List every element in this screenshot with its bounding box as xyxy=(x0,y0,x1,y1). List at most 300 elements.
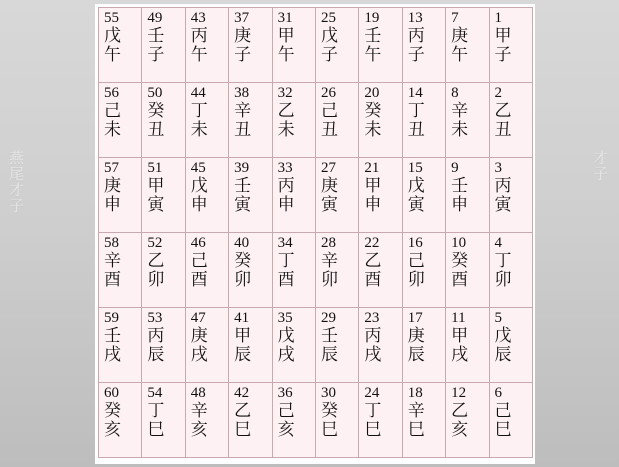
cell-earthly-branch: 巳 xyxy=(320,420,338,440)
cell-heavenly-stem: 丁 xyxy=(277,251,295,271)
sexagenary-cycle-table xyxy=(98,7,533,458)
cell-heavenly-stem: 壬 xyxy=(451,176,469,196)
cell-heavenly-stem: 乙 xyxy=(494,101,512,121)
cell-earthly-branch: 寅 xyxy=(320,195,338,215)
cell-earthly-branch: 辰 xyxy=(494,345,512,365)
cell-earthly-branch: 午 xyxy=(277,45,295,65)
cell-content xyxy=(104,10,137,80)
sexagenary-cell[interactable] xyxy=(402,233,445,308)
cell-number: 6 xyxy=(494,385,503,401)
cell-heavenly-stem: 庚 xyxy=(407,326,425,346)
cell-heavenly-stem: 丙 xyxy=(277,176,295,196)
cell-earthly-branch: 申 xyxy=(364,195,382,215)
cell-earthly-branch: 亥 xyxy=(104,420,121,440)
cell-heavenly-stem: 戊 xyxy=(320,26,338,46)
cell-content xyxy=(451,310,484,380)
cell-number: 24 xyxy=(364,385,380,401)
sexagenary-cell[interactable] xyxy=(185,308,228,383)
cell-earthly-branch: 辰 xyxy=(407,345,425,365)
cell-content xyxy=(408,10,441,80)
cell-heavenly-stem: 壬 xyxy=(147,26,165,46)
sexagenary-cell[interactable] xyxy=(489,233,532,308)
cell-earthly-branch: 酉 xyxy=(451,270,469,290)
sexagenary-cell[interactable] xyxy=(99,8,142,83)
cell-number: 14 xyxy=(407,85,423,101)
cell-earthly-branch: 巳 xyxy=(364,420,382,440)
cell-earthly-branch: 戌 xyxy=(277,345,295,365)
cell-heavenly-stem: 戊 xyxy=(407,176,425,196)
cell-heavenly-stem: 甲 xyxy=(451,326,469,346)
cell-earthly-branch: 午 xyxy=(190,45,208,65)
sexagenary-cell[interactable] xyxy=(272,8,315,83)
sexagenary-cell[interactable] xyxy=(402,8,445,83)
cell-heavenly-stem: 辛 xyxy=(407,401,425,421)
cell-earthly-branch: 戌 xyxy=(190,345,208,365)
cell-heavenly-stem: 己 xyxy=(407,251,425,271)
cell-earthly-branch: 亥 xyxy=(190,420,208,440)
watermark-left: 燕尾才子 xyxy=(7,150,25,214)
cell-earthly-branch: 卯 xyxy=(407,270,425,290)
sexagenary-cell[interactable] xyxy=(272,83,315,158)
sexagenary-cell[interactable] xyxy=(142,308,185,383)
cell-heavenly-stem: 丙 xyxy=(147,326,165,346)
sexagenary-cell[interactable] xyxy=(402,158,445,233)
cell-content xyxy=(364,10,397,80)
cell-content xyxy=(364,310,397,380)
cell-number: 55 xyxy=(104,10,119,26)
cell-earthly-branch: 未 xyxy=(190,120,208,140)
table-row xyxy=(99,308,533,383)
sexagenary-cell[interactable] xyxy=(315,8,358,83)
cell-earthly-branch: 未 xyxy=(277,120,295,140)
cell-content xyxy=(408,160,441,230)
sexagenary-cell[interactable] xyxy=(489,83,532,158)
cell-content xyxy=(451,160,484,230)
cell-content xyxy=(234,310,267,380)
cell-heavenly-stem: 丁 xyxy=(147,401,165,421)
cell-number: 32 xyxy=(277,85,293,101)
cell-earthly-branch: 午 xyxy=(364,45,382,65)
cell-earthly-branch: 辰 xyxy=(147,345,165,365)
cell-number: 4 xyxy=(494,235,503,251)
cell-content xyxy=(321,160,354,230)
sexagenary-cell[interactable] xyxy=(359,383,402,458)
cell-number: 7 xyxy=(451,10,459,26)
cell-content xyxy=(147,235,180,305)
sexagenary-cell[interactable] xyxy=(229,158,272,233)
cell-earthly-branch: 子 xyxy=(147,45,165,65)
cell-earthly-branch: 寅 xyxy=(407,195,425,215)
cell-content xyxy=(408,310,441,380)
sexagenary-cell[interactable] xyxy=(315,308,358,383)
cell-number: 3 xyxy=(494,160,503,176)
cell-content xyxy=(364,85,397,155)
cell-heavenly-stem: 乙 xyxy=(234,401,252,421)
sexagenary-cell[interactable] xyxy=(315,83,358,158)
sexagenary-cell[interactable] xyxy=(99,158,142,233)
cell-number: 44 xyxy=(190,85,206,101)
cell-earthly-branch: 丑 xyxy=(494,120,512,140)
cell-earthly-branch: 巳 xyxy=(234,420,252,440)
cell-earthly-branch: 未 xyxy=(451,120,469,140)
cell-content xyxy=(364,235,397,305)
sexagenary-cell[interactable] xyxy=(99,308,142,383)
cell-heavenly-stem: 癸 xyxy=(147,101,165,121)
cell-earthly-branch: 午 xyxy=(451,45,469,65)
cell-heavenly-stem: 辛 xyxy=(190,401,208,421)
sexagenary-cell[interactable] xyxy=(315,233,358,308)
cell-content xyxy=(321,235,354,305)
cell-content xyxy=(495,85,528,155)
cell-heavenly-stem: 己 xyxy=(277,401,295,421)
sexagenary-cell[interactable] xyxy=(446,8,489,83)
cell-earthly-branch: 戌 xyxy=(451,345,469,365)
sexagenary-cell[interactable] xyxy=(446,233,489,308)
cell-earthly-branch: 子 xyxy=(320,45,338,65)
cell-content xyxy=(234,85,267,155)
cell-content xyxy=(408,235,441,305)
cell-heavenly-stem: 庚 xyxy=(320,176,338,196)
sexagenary-cell[interactable] xyxy=(229,8,272,83)
cell-earthly-branch: 子 xyxy=(407,45,425,65)
cell-heavenly-stem: 甲 xyxy=(277,26,295,46)
cell-content xyxy=(104,85,137,155)
cell-earthly-branch: 酉 xyxy=(277,270,295,290)
cell-heavenly-stem: 甲 xyxy=(147,176,165,196)
table-row xyxy=(99,8,533,83)
cell-heavenly-stem: 庚 xyxy=(234,26,252,46)
cell-number: 27 xyxy=(320,160,336,176)
cell-earthly-branch: 戌 xyxy=(104,345,121,365)
cell-content xyxy=(104,310,137,380)
cell-earthly-branch: 亥 xyxy=(451,420,469,440)
cell-heavenly-stem: 丙 xyxy=(190,26,208,46)
cell-content xyxy=(234,385,267,455)
cell-number: 54 xyxy=(147,385,163,401)
cell-earthly-branch: 卯 xyxy=(234,270,252,290)
cell-heavenly-stem: 癸 xyxy=(320,401,338,421)
sexagenary-cell[interactable] xyxy=(489,308,532,383)
sexagenary-cell[interactable] xyxy=(402,383,445,458)
sexagenary-cell[interactable] xyxy=(99,83,142,158)
cell-heavenly-stem: 乙 xyxy=(147,251,165,271)
cell-earthly-branch: 丑 xyxy=(234,120,252,140)
sexagenary-cell[interactable] xyxy=(142,233,185,308)
sexagenary-cell[interactable] xyxy=(142,83,185,158)
sexagenary-cell[interactable] xyxy=(229,233,272,308)
cell-number: 10 xyxy=(451,235,467,251)
cell-heavenly-stem: 壬 xyxy=(104,326,121,346)
cell-content xyxy=(278,310,311,380)
cell-content xyxy=(495,235,528,305)
cell-content xyxy=(147,160,180,230)
cell-earthly-branch: 午 xyxy=(104,45,121,65)
cell-earthly-branch: 寅 xyxy=(234,195,252,215)
sexagenary-cell[interactable] xyxy=(142,8,185,83)
sexagenary-cell[interactable] xyxy=(272,308,315,383)
sexagenary-cell[interactable] xyxy=(446,83,489,158)
sexagenary-cell[interactable] xyxy=(315,158,358,233)
cell-earthly-branch: 丑 xyxy=(407,120,425,140)
cell-earthly-branch: 丑 xyxy=(147,120,165,140)
cell-content xyxy=(364,385,397,455)
cell-earthly-branch: 酉 xyxy=(104,270,121,290)
cell-heavenly-stem: 丁 xyxy=(494,251,512,271)
sexagenary-cycle-table-container xyxy=(95,4,535,464)
cell-number: 48 xyxy=(190,385,206,401)
sexagenary-cell[interactable] xyxy=(359,83,402,158)
cell-number: 16 xyxy=(407,235,423,251)
cell-heavenly-stem: 癸 xyxy=(451,251,469,271)
cell-number: 56 xyxy=(104,85,119,101)
cell-content xyxy=(147,85,180,155)
cell-content xyxy=(104,235,137,305)
cell-number: 37 xyxy=(234,10,250,26)
cell-number: 40 xyxy=(234,235,250,251)
cell-heavenly-stem: 戊 xyxy=(494,326,512,346)
cell-heavenly-stem: 丁 xyxy=(190,101,208,121)
cell-number: 31 xyxy=(277,10,293,26)
cell-earthly-branch: 酉 xyxy=(190,270,208,290)
sexagenary-cell[interactable] xyxy=(489,383,532,458)
cell-content xyxy=(451,385,484,455)
cell-number: 49 xyxy=(147,10,163,26)
cell-number: 33 xyxy=(277,160,293,176)
cell-earthly-branch: 卯 xyxy=(147,270,165,290)
cell-heavenly-stem: 己 xyxy=(104,101,121,121)
cell-number: 25 xyxy=(320,10,336,26)
cell-earthly-branch: 申 xyxy=(277,195,295,215)
cell-content xyxy=(321,85,354,155)
sexagenary-cell[interactable] xyxy=(272,158,315,233)
cell-number: 1 xyxy=(494,10,503,26)
sexagenary-cell[interactable] xyxy=(446,158,489,233)
cell-heavenly-stem: 己 xyxy=(320,101,338,121)
cell-content xyxy=(191,385,224,455)
cell-number: 51 xyxy=(147,160,163,176)
cell-content xyxy=(234,10,267,80)
cell-content xyxy=(451,10,484,80)
cell-earthly-branch: 辰 xyxy=(234,345,252,365)
sexagenary-cell[interactable] xyxy=(359,308,402,383)
cell-earthly-branch: 子 xyxy=(234,45,252,65)
cell-number: 60 xyxy=(104,385,119,401)
cell-number: 15 xyxy=(407,160,423,176)
cell-earthly-branch: 辰 xyxy=(320,345,338,365)
cell-content xyxy=(364,160,397,230)
table-row xyxy=(99,233,533,308)
cell-heavenly-stem: 戊 xyxy=(104,26,121,46)
cell-heavenly-stem: 辛 xyxy=(451,101,469,121)
cell-earthly-branch: 寅 xyxy=(147,195,165,215)
sexagenary-cell[interactable] xyxy=(359,158,402,233)
cell-heavenly-stem: 丁 xyxy=(407,101,425,121)
cell-content xyxy=(495,385,528,455)
cell-earthly-branch: 卯 xyxy=(494,270,512,290)
cell-earthly-branch: 巳 xyxy=(494,420,512,440)
cell-number: 53 xyxy=(147,310,163,326)
cell-number: 13 xyxy=(407,10,423,26)
cell-heavenly-stem: 辛 xyxy=(104,251,121,271)
cell-heavenly-stem: 甲 xyxy=(494,26,512,46)
table-row xyxy=(99,158,533,233)
cell-heavenly-stem: 丙 xyxy=(364,326,382,346)
cell-earthly-branch: 申 xyxy=(190,195,208,215)
sexagenary-cell[interactable] xyxy=(99,233,142,308)
cell-earthly-branch: 未 xyxy=(104,120,121,140)
cell-number: 11 xyxy=(451,310,466,326)
cell-content xyxy=(408,85,441,155)
cell-number: 18 xyxy=(407,385,423,401)
cell-content xyxy=(451,85,484,155)
cell-number: 42 xyxy=(234,385,250,401)
cell-number: 39 xyxy=(234,160,250,176)
cell-heavenly-stem: 甲 xyxy=(364,176,382,196)
sexagenary-cell[interactable] xyxy=(229,383,272,458)
cell-heavenly-stem: 己 xyxy=(190,251,208,271)
cell-content xyxy=(147,10,180,80)
cell-heavenly-stem: 庚 xyxy=(190,326,208,346)
cell-number: 12 xyxy=(451,385,467,401)
cell-heavenly-stem: 癸 xyxy=(364,101,382,121)
cell-number: 50 xyxy=(147,85,163,101)
sexagenary-cell[interactable] xyxy=(185,383,228,458)
cell-content xyxy=(278,85,311,155)
cell-number: 22 xyxy=(364,235,380,251)
cell-earthly-branch: 卯 xyxy=(320,270,338,290)
cell-heavenly-stem: 己 xyxy=(494,401,512,421)
cell-content xyxy=(191,85,224,155)
table-row xyxy=(99,383,533,458)
table-body xyxy=(99,8,533,458)
sexagenary-cell[interactable] xyxy=(185,83,228,158)
cell-content xyxy=(278,235,311,305)
cell-content xyxy=(191,10,224,80)
table-row xyxy=(99,83,533,158)
sexagenary-cell[interactable] xyxy=(359,233,402,308)
cell-content xyxy=(191,160,224,230)
cell-number: 19 xyxy=(364,10,380,26)
watermark-right: 才子 xyxy=(591,150,609,182)
cell-number: 47 xyxy=(190,310,206,326)
cell-heavenly-stem: 壬 xyxy=(234,176,252,196)
cell-number: 46 xyxy=(190,235,206,251)
sexagenary-cell[interactable] xyxy=(229,83,272,158)
cell-heavenly-stem: 壬 xyxy=(320,326,338,346)
cell-heavenly-stem: 戊 xyxy=(190,176,208,196)
sexagenary-cell[interactable] xyxy=(229,308,272,383)
cell-earthly-branch: 巳 xyxy=(147,420,165,440)
sexagenary-cell[interactable] xyxy=(99,383,142,458)
cell-number: 2 xyxy=(494,85,503,101)
cell-heavenly-stem: 乙 xyxy=(364,251,382,271)
cell-number: 38 xyxy=(234,85,250,101)
sexagenary-cell[interactable] xyxy=(185,158,228,233)
cell-earthly-branch: 子 xyxy=(494,45,512,65)
sexagenary-cell[interactable] xyxy=(315,383,358,458)
cell-content xyxy=(495,10,528,80)
cell-content xyxy=(278,385,311,455)
cell-number: 45 xyxy=(190,160,206,176)
cell-content xyxy=(278,160,311,230)
cell-heavenly-stem: 庚 xyxy=(104,176,121,196)
sexagenary-cell[interactable] xyxy=(185,233,228,308)
cell-content xyxy=(495,310,528,380)
sexagenary-cell[interactable] xyxy=(359,8,402,83)
cell-number: 23 xyxy=(364,310,380,326)
cell-content xyxy=(495,160,528,230)
cell-number: 35 xyxy=(277,310,293,326)
cell-number: 20 xyxy=(364,85,380,101)
cell-earthly-branch: 亥 xyxy=(277,420,295,440)
cell-earthly-branch: 申 xyxy=(104,195,121,215)
cell-number: 52 xyxy=(147,235,163,251)
cell-heavenly-stem: 丙 xyxy=(407,26,425,46)
cell-heavenly-stem: 戊 xyxy=(277,326,295,346)
cell-number: 8 xyxy=(451,85,459,101)
cell-content xyxy=(321,310,354,380)
cell-number: 9 xyxy=(451,160,459,176)
sexagenary-cell[interactable] xyxy=(142,383,185,458)
cell-content xyxy=(147,385,180,455)
cell-earthly-branch: 戌 xyxy=(364,345,382,365)
cell-number: 34 xyxy=(277,235,293,251)
cell-heavenly-stem: 庚 xyxy=(451,26,469,46)
cell-heavenly-stem: 丁 xyxy=(364,401,382,421)
sexagenary-cell[interactable] xyxy=(489,8,532,83)
sexagenary-cell[interactable] xyxy=(402,308,445,383)
cell-earthly-branch: 申 xyxy=(451,195,469,215)
sexagenary-cell[interactable] xyxy=(185,8,228,83)
cell-content xyxy=(234,235,267,305)
cell-content xyxy=(104,385,137,455)
cell-heavenly-stem: 壬 xyxy=(364,26,382,46)
sexagenary-cell[interactable] xyxy=(446,383,489,458)
cell-content xyxy=(191,235,224,305)
cell-number: 36 xyxy=(277,385,293,401)
cell-heavenly-stem: 乙 xyxy=(277,101,295,121)
cell-number: 41 xyxy=(234,310,250,326)
cell-earthly-branch: 未 xyxy=(364,120,382,140)
cell-number: 26 xyxy=(320,85,336,101)
cell-heavenly-stem: 乙 xyxy=(451,401,469,421)
cell-number: 59 xyxy=(104,310,119,326)
cell-number: 28 xyxy=(320,235,336,251)
cell-content xyxy=(147,310,180,380)
cell-number: 57 xyxy=(104,160,119,176)
cell-earthly-branch: 巳 xyxy=(407,420,425,440)
cell-earthly-branch: 酉 xyxy=(364,270,382,290)
sexagenary-cell[interactable] xyxy=(489,158,532,233)
sexagenary-cell[interactable] xyxy=(446,308,489,383)
cell-number: 29 xyxy=(320,310,336,326)
cell-heavenly-stem: 丙 xyxy=(494,176,512,196)
sexagenary-cell[interactable] xyxy=(272,233,315,308)
cell-content xyxy=(234,160,267,230)
sexagenary-cell[interactable] xyxy=(402,83,445,158)
sexagenary-cell[interactable] xyxy=(142,158,185,233)
cell-heavenly-stem: 癸 xyxy=(234,251,252,271)
cell-content xyxy=(321,385,354,455)
cell-number: 21 xyxy=(364,160,380,176)
sexagenary-cell[interactable] xyxy=(272,383,315,458)
cell-earthly-branch: 寅 xyxy=(494,195,512,215)
cell-number: 30 xyxy=(320,385,336,401)
cell-content xyxy=(408,385,441,455)
cell-content xyxy=(321,10,354,80)
cell-heavenly-stem: 癸 xyxy=(104,401,121,421)
cell-content xyxy=(278,10,311,80)
